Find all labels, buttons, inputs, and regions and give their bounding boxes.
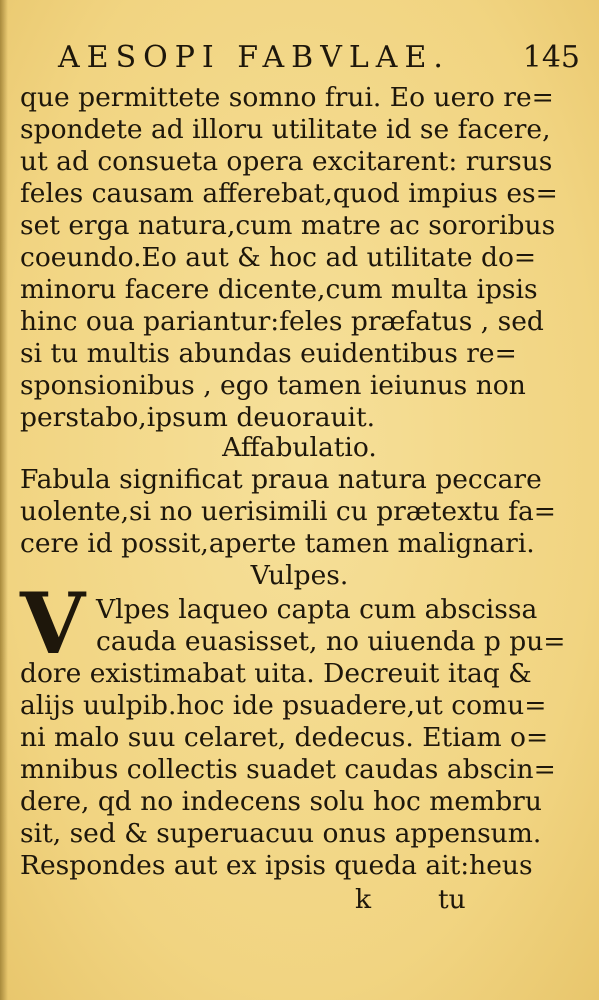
moral-line: uolente,si no uerisimili cu prætextu fa= bbox=[20, 496, 556, 527]
page-gutter-shadow bbox=[0, 0, 8, 1000]
text-line: Vlpes laqueo capta cum abscissa bbox=[96, 594, 538, 625]
catchword: tu bbox=[438, 884, 466, 915]
fable-title: Vulpes. bbox=[250, 560, 349, 591]
text-line: si tu multis abundas euidentibus re= bbox=[20, 338, 517, 369]
text-line: ni malo suu celaret, dedecus. Etiam o= bbox=[20, 722, 549, 753]
moral-line: cere id possit,aperte tamen malignari. bbox=[20, 528, 535, 559]
text-line: minoru facere dicente,cum multa ipsis bbox=[20, 274, 538, 305]
text-line: mnibus collectis suadet caudas abscin= bbox=[20, 754, 556, 785]
text-line: coeundo.Eo aut & hoc ad utilitate do= bbox=[20, 242, 537, 273]
page-header bbox=[58, 38, 580, 78]
moral-line: Fabula significat praua natura peccare bbox=[20, 464, 542, 495]
running-title: AESOPI FABVLAE. bbox=[58, 40, 450, 75]
text-line: que permittete somno frui. Eo uero re= bbox=[20, 82, 554, 113]
drop-cap-initial: V bbox=[20, 574, 86, 673]
text-line: feles causam afferebat,quod impius es= bbox=[20, 178, 558, 209]
text-line: set erga natura,cum matre ac sororibus bbox=[20, 210, 556, 241]
text-line: Respondes aut ex ipsis queda ait:heus bbox=[20, 850, 533, 881]
text-line: sit, sed & superuacuu onus appensum. bbox=[20, 818, 542, 849]
text-line: dore existimabat uita. Decreuit itaq & bbox=[20, 658, 532, 689]
text-line: spondete ad illoru utilitate id se facere, bbox=[20, 114, 551, 145]
text-line: cauda euasisset, no uiuenda p pu= bbox=[96, 626, 566, 657]
text-line: sponsionibus , ego tamen ieiunus non bbox=[20, 370, 526, 401]
page-number: 145 bbox=[522, 40, 580, 75]
signature-mark: k bbox=[355, 884, 372, 915]
text-line: dere, qd no indecens solu hoc membru bbox=[20, 786, 542, 817]
text-line: perstabo,ipsum deuorauit. bbox=[20, 402, 376, 433]
affabulatio-heading: Affabulatio. bbox=[222, 432, 377, 463]
text-line: ut ad consueta opera excitarent: rursus bbox=[20, 146, 553, 177]
text-line: alijs uulpib.hoc ide psuadere,ut comu= bbox=[20, 690, 547, 721]
text-line: hinc oua pariantur:feles præfatus , sed bbox=[20, 306, 544, 337]
